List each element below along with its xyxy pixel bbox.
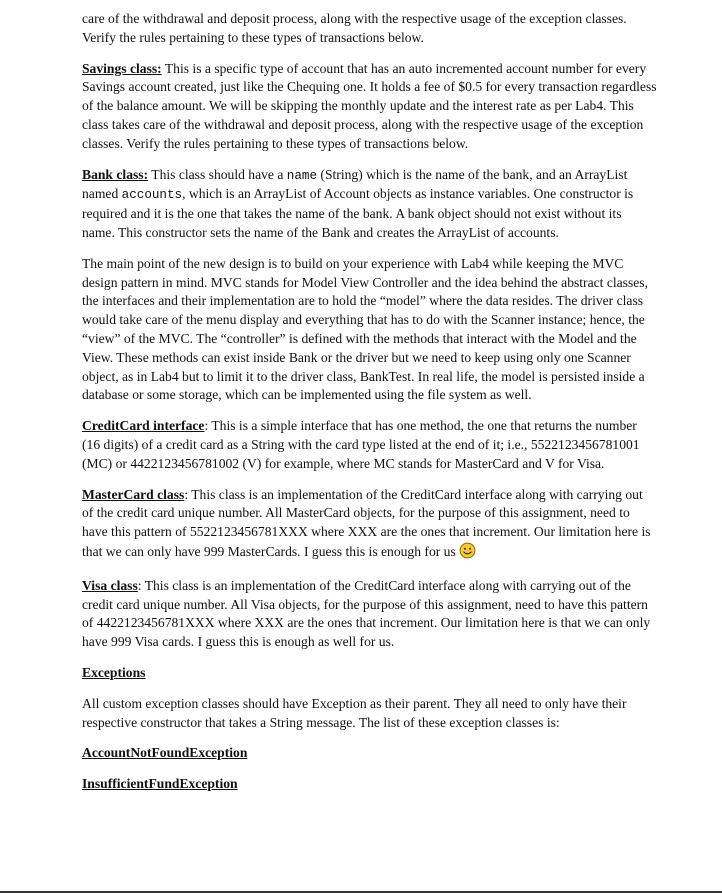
paragraph-text: care of the withdrawal and deposit process, along with the respective usage of the exception classes. Verify the rules pertaining to these types of transactions below. xyxy=(82,11,627,45)
code-accounts: accounts xyxy=(121,188,183,203)
bank-class-heading: Bank class: xyxy=(82,166,149,182)
exception-account-not-found: AccountNotFoundException xyxy=(82,745,248,761)
code-name: name xyxy=(286,168,318,183)
paragraph-exceptions-intro xyxy=(82,695,657,733)
mastercard-class-heading: MasterCard class xyxy=(82,486,185,502)
exception-insufficient-fund: InsufficientFundException xyxy=(82,776,238,792)
bank-class-text-a: This class should have a xyxy=(148,166,287,182)
savings-class-text: This is a specific type of account that has an auto incremented account number for every Savings account created, just like the Chequing one. It holds a fee of $0.5 for every transaction regardless of the balance amount. We will be skipping the monthly update and the interest rate as per Lab4. This class takes care of the withdrawal and deposit process, along with the respective usage of the exception classes. Verify the rules pertaining to these types of transactions below. xyxy=(82,60,657,151)
paragraph-creditcard-interface xyxy=(82,417,657,473)
creditcard-interface-text: : This is a simple interface that has one method, the one that returns the number (16 digits) of a credit card as a String with the card type listed at the end of it; i.e., 5522123456781001 (MC) or 4422123456781002 (V) for example, where MC stands for MasterCard and V for Visa. xyxy=(82,418,640,471)
visa-class-text: : This class is an implementation of the CreditCard interface along with carrying out of the credit card unique number. All Visa objects, for the purpose of this assignment, need to have this pattern of 4422123456781XXX where XXX are the ones that increment. Our limitation here is that we can only have 999 Visa cards. I guess this is enough as well for us. xyxy=(82,577,651,650)
paragraph-text: The main point of the new design is to build on your experience with Lab4 while keeping the MVC design pattern in mind. MVC stands for Model View Controller and the idea behind the abstract classes, the interfaces and their implementation are to hold the “model” where the data resides. The driver class would take care of the menu display and everything that has to do with the Scanner instance; hence, the “view” of the MVC. The “controller” is defined with the methods that interact with the Model and the View. These methods can exist inside Bank or the driver but we need to keep using only one Scanner object, as in Lab4 but to limit it to the driver class, BankTest. In real life, the model is persisted inside a database or some storage, which can be implemented using the file system as well. xyxy=(82,255,648,403)
paragraph-transactions-intro xyxy=(82,10,657,48)
bank-class-text-b: (String) which is the name of the bank, and an ArrayList named xyxy=(82,166,628,202)
paragraph-text: All custom exception classes should have Exception as their parent. They all need to only have their respective constructor that takes a String message. The list of these exception classes is: xyxy=(82,695,627,730)
paragraph-mastercard-class xyxy=(82,486,657,565)
smiley-face-icon xyxy=(459,542,476,565)
paragraph-bank-class xyxy=(82,166,657,243)
paragraph-visa-class xyxy=(82,577,657,652)
mastercard-class-text: : This class is an implementation of the CreditCard interface along with carrying out of the credit card unique number. All MasterCard objects, for the purpose of this assignment, need to have this pattern of 5522123456781XXX where XXX are the ones that increment. Our limitation here is that we can only have 999 MasterCards. I guess this is enough for us xyxy=(82,486,651,559)
bank-class-text-c: , which is an ArrayList of Account objects as instance variables. One constructor is required and it is the one that takes the name of the bank. A bank object should not exist without its name. This constructor sets the name of the Bank and creates the ArrayList of accounts. xyxy=(82,186,634,240)
paragraph-savings-class xyxy=(82,60,657,154)
savings-class-heading: Savings class: xyxy=(82,60,162,76)
creditcard-interface-heading: CreditCard interface xyxy=(82,418,205,434)
exceptions-heading: Exceptions xyxy=(82,664,146,680)
visa-class-heading: Visa class xyxy=(82,577,138,593)
paragraph-mvc-design xyxy=(82,255,657,405)
document-page xyxy=(82,10,657,806)
